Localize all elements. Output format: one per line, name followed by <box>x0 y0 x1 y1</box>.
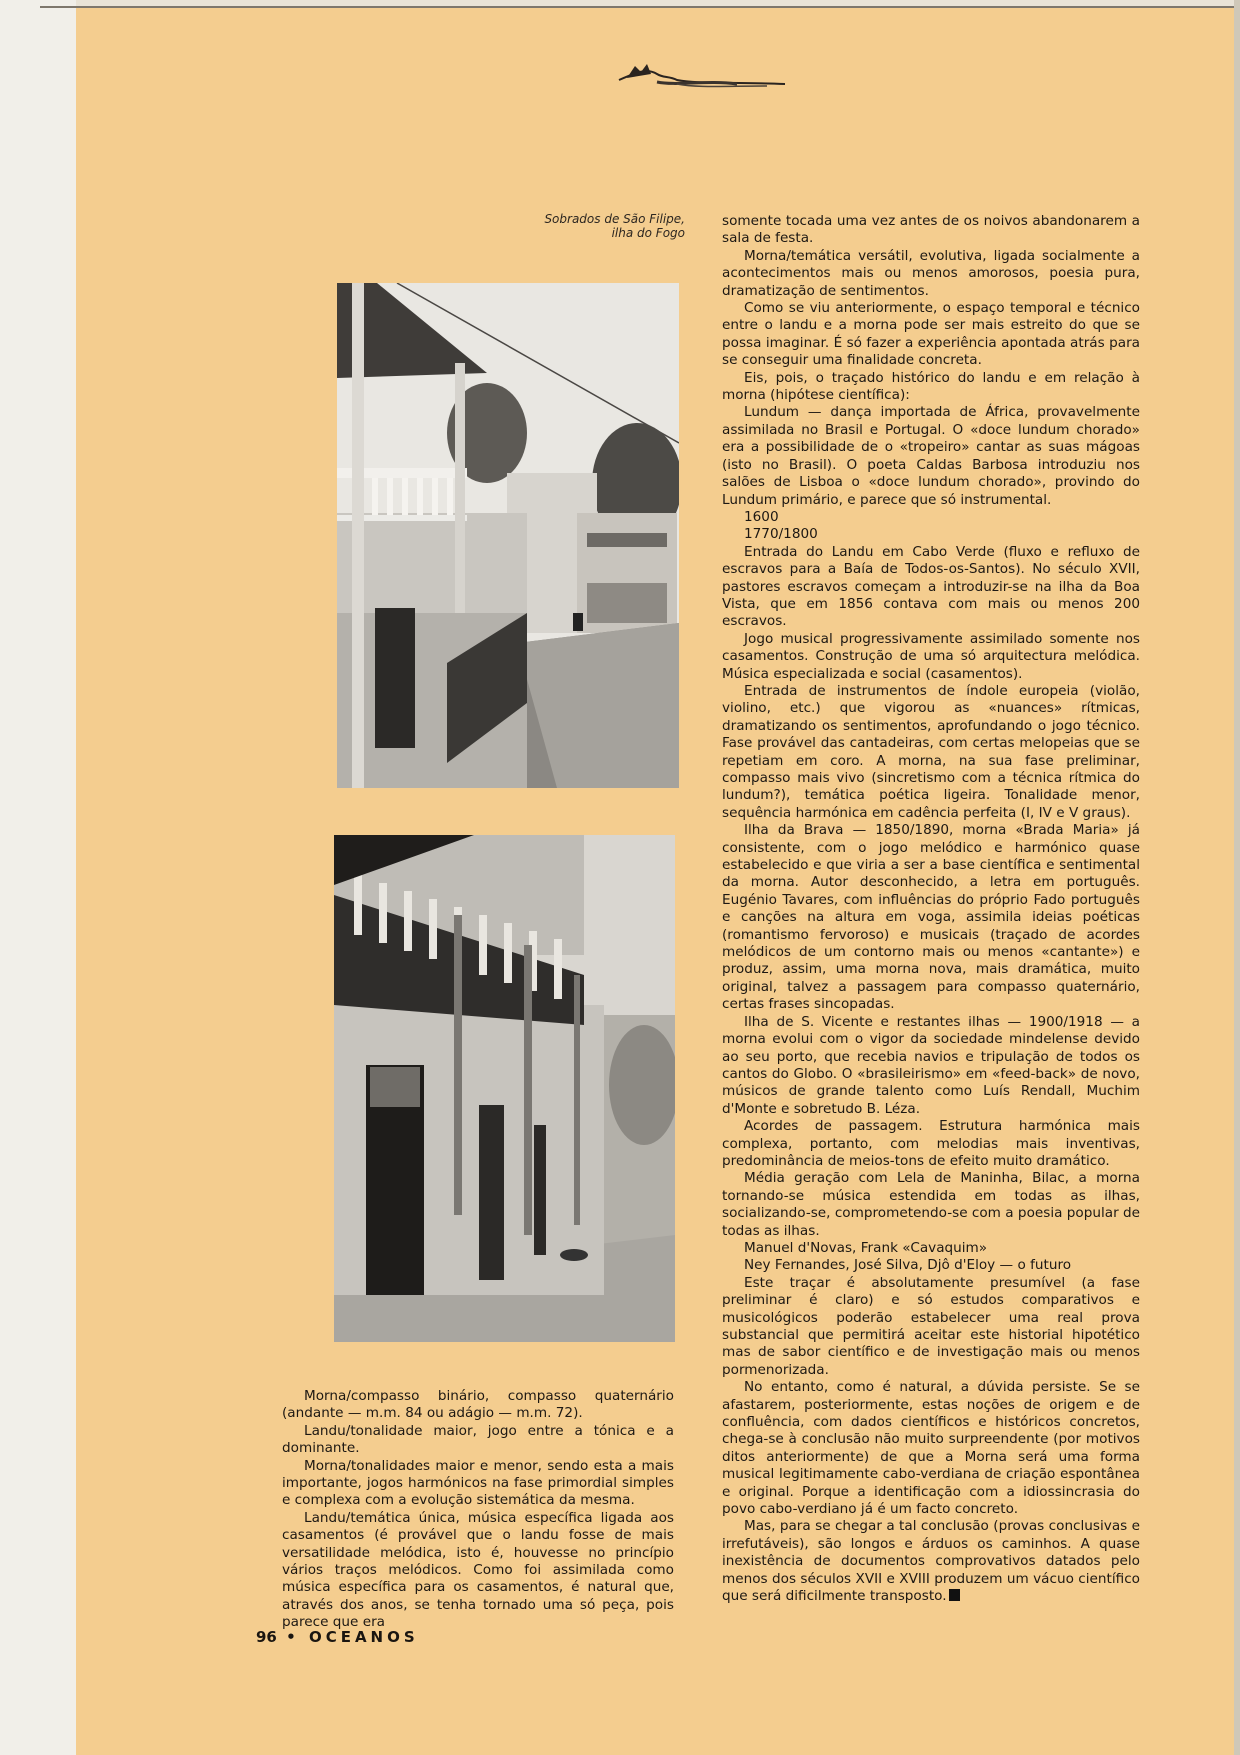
last-paragraph-text: Mas, para se chegar a tal conclusão (provas conclusivas e irrefutáveis), são longos e árduos os caminhos. A quase inexistência de documentos comprovativos datados pelo menos dos séculos XVII e XVIII produzem um vácuo científico que será dificilmente transposto. <box>722 1518 1140 1605</box>
paragraph: Eis, pois, o traçado histórico do landu e em relação à morna (hipótese científica): <box>722 369 1140 404</box>
article-text-right-column <box>722 213 1140 1606</box>
paragraph: Jogo musical progressivamente assimilado somente nos casamentos. Construção de uma só arquitectura melódica. Música especializada e social (casamentos). <box>722 630 1140 682</box>
paragraph: Ney Fernandes, José Silva, Djô d'Eloy — o futuro <box>744 1257 1072 1274</box>
paragraph: Acordes de passagem. Estrutura harmónica mais complexa, portanto, com melodias mais inventivas, predominância de meios-tons de efeito muito dramático. <box>722 1118 1140 1169</box>
paragraph: Morna/compasso binário, compasso quaternário (andante — m.m. 84 ou adágio — m.m. 72). <box>282 1388 674 1422</box>
paragraph: Este traçar é absolutamente presumível (a fase preliminar é claro) e só estudos comparativos e musicológicos poderão estabelecer uma real prova substancial que permitirá aceitar este historial hipotético mas de sabor científico e de investigação mais ou menos pormenorizada. <box>722 1274 1140 1378</box>
paragraph: Ilha de S. Vicente e restantes ilhas — 1900/1918 — a morna evolui com o vigor da sociedade mindelense devido ao seu porto, que recebia navios e tripulação de todos os cantos do Globo. O «brasileirismo» em «feed-back» de novo, músicos de grande talento como Luís Rendall, Muchim d'Monte e sobretudo B. Léza. <box>722 1013 1140 1117</box>
paragraph: No entanto, como é natural, a dúvida persiste. Se se afastarem, posteriormente, estas noções de origem e de confluência, com dados científicos e históricos concretos, chega-se à conclusão não muito surpreendente (por motivos ditos anteriormente) de que a Morna será uma forma musical legitimamente cabo-verdiana de criação espontânea e original. Porque a identificação com a idiossincrasia do povo cabo-verdiano já é um facto concreto. <box>722 1379 1140 1518</box>
photo-house-balcony <box>334 835 675 1342</box>
paragraph: Como se viu anteriormente, o espaço temporal e técnico entre o landu e a morna pode ser mais estreito do que se possa imaginar. É só fazer a experiência apontada atrás para se conseguir uma finalidade concreta. <box>722 300 1140 369</box>
caption-line-1: Sobrados de São Filipe, <box>544 212 685 226</box>
photo-caption <box>470 212 685 240</box>
paragraph-date: 1600 <box>744 508 779 525</box>
page-top-edge <box>40 6 1240 8</box>
paragraph: Entrada do Landu em Cabo Verde (fluxo e refluxo de escravos para a Baía de Todos-os-Santos). No século XVII, pastores escravos começam a introduzir-se na ilha da Boa Vista, que em 1856 contava com mais ou menos 200 escravos. <box>722 543 1140 630</box>
page-number: 96 <box>256 1628 277 1646</box>
paragraph-last <box>722 1518 1140 1605</box>
paragraph: Média geração com Lela de Maninha, Bilac, a morna tornando-se música estendida em todas as ilhas, socializando-se, comprometendo-se com a poesia popular de todas as ilhas. <box>722 1170 1140 1239</box>
article-text-left-column <box>282 1388 674 1632</box>
magazine-name: OCEANOS <box>308 1628 419 1646</box>
paragraph-date: 1770/1800 <box>744 526 818 543</box>
scan-margin <box>0 0 76 1755</box>
photo-street-sobrados <box>337 283 679 788</box>
footer-separator: • <box>286 1628 300 1646</box>
paragraph: Morna/tonalidades maior e menor, sendo esta a mais importante, jogos harmónicos na fase primordial simples e complexa com a evolução sistemática da mesma. <box>282 1457 674 1509</box>
paragraph: somente tocada uma vez antes de os noivos abandonarem a sala de festa. <box>722 213 1140 247</box>
paragraph: Morna/temática versátil, evolutiva, ligada socialmente a acontecimentos mais ou menos amorosos, poesia pura, dramatização de sentimentos. <box>722 247 1140 299</box>
paragraph: Lundum — dança importada de África, provavelmente assimilada no Brasil e Portugal. O «doce lundum chorado» era a possibilidade de o «tropeiro» cantar as suas mágoas (isto no Brasil). O poeta Caldas Barbosa introduziu nos salões de Lisboa o «doce lundum chorado», provindo do Lundum primário, e parece que só instrumental. <box>722 404 1140 508</box>
ornament-landscape-icon <box>617 58 787 98</box>
paragraph: Entrada de instrumentos de índole europeia (violão, violino, etc.) que vigorou as «nuances» rítmicas, dramatizando os sentimentos, aprofundando o jogo técnico. Fase provável das cantadeiras, com certas melopeias que se repetiam em coro. A morna, na sua fase preliminar, compasso mais vivo (sincretismo com a técnica rítmica do lundum?), temática poética ligeira. Tonalidade menor, sequência harmónica em cadência perfeita (I, IV e V graus). <box>722 682 1140 821</box>
page-footer <box>256 1628 419 1646</box>
paragraph: Ilha da Brava — 1850/1890, morna «Brada Maria» já consistente, com o jogo melódico e harmónico quase estabelecido e que viria a ser a base científica e sentimental da morna. Autor desconhecido, a letra em português. Eugénio Tavares, com influências do próprio Fado português e canções na altura em voga, assimila ideias poéticas (romantismo fervoroso) e musicais (traçado de acordes melódicos de um contorno mais ou menos «cantante») e produz, assim, uma morna nova, mais dramática, muito original, talvez a passagem para compasso quaternário, certas frases sincopadas. <box>722 822 1140 1013</box>
paragraph: Manuel d'Novas, Frank «Cavaquim» <box>744 1239 988 1256</box>
end-mark-icon <box>949 1589 960 1601</box>
paragraph: Landu/temática única, música específica ligada aos casamentos (é provável que o landu fosse de mais versatilidade melódica, isto é, houvesse no princípio vários traços melódicos. Como foi assimilada como música específica para os casamentos, é natural que, através dos anos, se tenha tornado uma só peça, pois parece que era <box>282 1509 674 1631</box>
paragraph: Landu/tonalidade maior, jogo entre a tónica e a dominante. <box>282 1422 674 1457</box>
caption-line-2: ilha do Fogo <box>611 226 685 240</box>
page-right-edge <box>1234 0 1240 1755</box>
